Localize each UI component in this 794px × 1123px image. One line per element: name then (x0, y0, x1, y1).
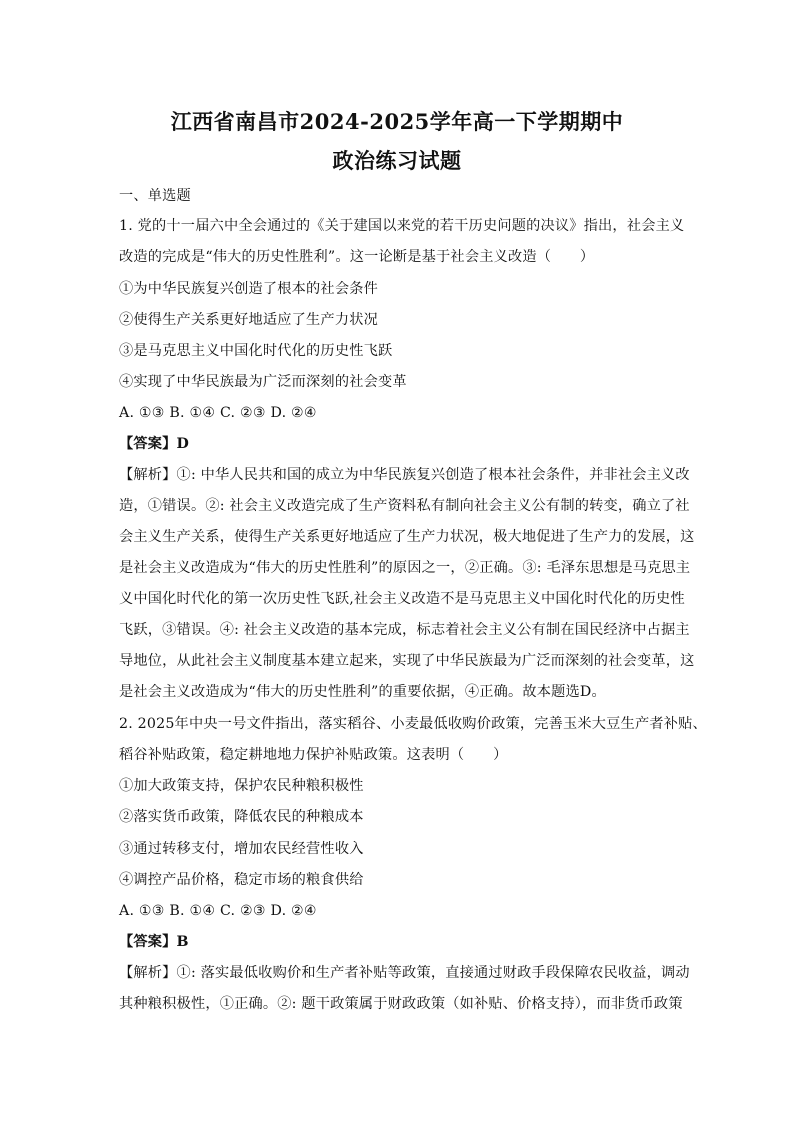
question-2-analysis: 【解析】①: 落实最低收购价和生产者补贴等政策，直接通过财政手段保障农民收益，调动 (119, 965, 690, 981)
question-1-option: ③是马克思主义中国化时代化的历史性飞跃 (119, 343, 393, 359)
question-1-answer: 【答案】D (119, 436, 190, 452)
document-subtitle: 政治练习试题 (332, 148, 462, 173)
question-1-analysis: 义中国化时代化的第一次历史性飞跃,社会主义改造不是马克思主义中国化时代化的历史性 (119, 591, 685, 607)
question-2-option: ②落实货币政策，降低农民的种粮成本 (119, 809, 364, 825)
question-1-option: ④实现了中华民族最为广泛而深刻的社会变革 (119, 374, 407, 390)
question-2-choices: A. ①③ B. ①④ C. ②③ D. ②④ (119, 903, 317, 919)
question-1-option: ②使得生产关系更好地适应了生产力状况 (119, 312, 378, 328)
question-1-analysis: 【解析】①: 中华人民共和国的成立为中华民族复兴创造了根本社会条件，并非社会主义改 (119, 467, 690, 483)
question-1-analysis: 导地位，从此社会主义制度基本建立起来，实现了中华民族最为广泛而深刻的社会变革，这 (119, 653, 695, 669)
question-1-choices: A. ①③ B. ①④ C. ②③ D. ②④ (119, 405, 317, 421)
question-2-option: ④调控产品价格，稳定市场的粮食供给 (119, 872, 364, 888)
question-2-option: ①加大政策支持，保护农民种粮积极性 (119, 778, 364, 794)
question-1-analysis: 是社会主义改造成为“伟大的历史性胜利”的重要依据，④正确。故本题选D。 (119, 684, 606, 700)
question-2-answer: 【答案】B (119, 934, 189, 950)
question-2-analysis: 其种粮积极性，①正确。②: 题干政策属于财政政策（如补贴、价格支持），而非货币政策 (119, 996, 683, 1012)
question-1-stem: 1. 党的十一届六中全会通过的《关于建国以来党的若干历史问题的决议》指出，社会主义 (119, 218, 685, 234)
question-1-analysis: 是社会主义改造成为“伟大的历史性胜利”的原因之一，②正确。③: 毛泽东思想是马克思主 (119, 560, 691, 576)
question-1-stem: 改造的完成是“伟大的历史性胜利”。这一论断是基于社会主义改造（ ） (119, 249, 595, 265)
section-heading: 一、单选题 (119, 188, 191, 204)
question-1-analysis: 会主义生产关系，使得生产关系更好地适应了生产力状况，极大地促进了生产力的发展，这 (119, 529, 695, 545)
question-2-stem: 2. 2025年中央一号文件指出，落实稻谷、小麦最低收购价政策，完善玉米大豆生产者补贴、 (119, 716, 707, 732)
question-2-option: ③通过转移支付，增加农民经营性收入 (119, 841, 364, 857)
question-1-analysis: 造，①错误。②: 社会主义改造完成了生产资料私有制向社会主义公有制的转变，确立了社 (119, 498, 690, 514)
document-title: 江西省南昌市2024-2025学年高一下学期期中 (170, 109, 624, 134)
question-2-stem: 稻谷补贴政策，稳定耕地地力保护补贴政策。这表明（ ） (119, 747, 508, 763)
question-1-option: ①为中华民族复兴创造了根本的社会条件 (119, 281, 378, 297)
question-1-analysis: 飞跃，③错误。④: 社会主义改造的基本完成，标志着社会主义公有制在国民经济中占据主 (119, 622, 690, 638)
